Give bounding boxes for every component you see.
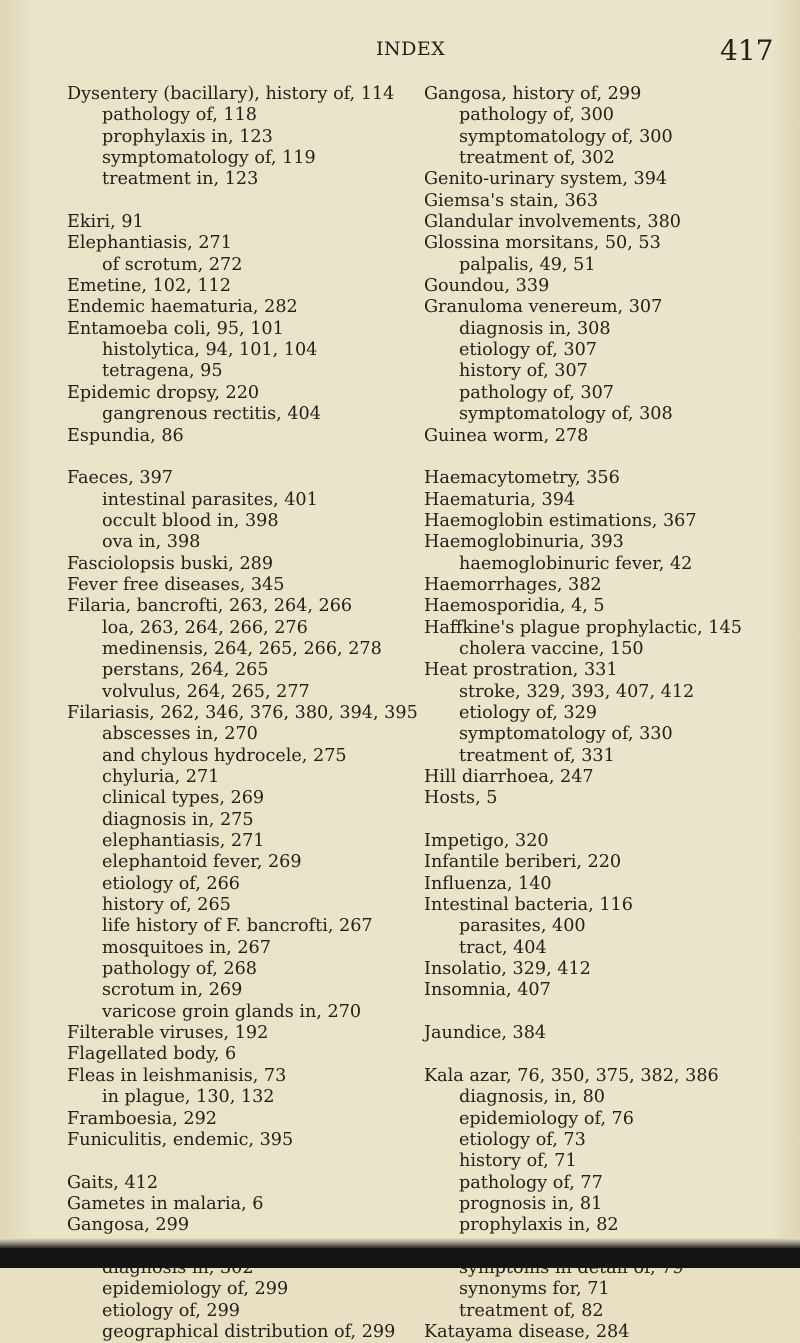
index-subentry: etiology of, 73 xyxy=(459,1129,586,1150)
entry-group-gap xyxy=(67,191,418,212)
index-entry: Insomnia, 407 xyxy=(424,980,551,1001)
index-entry: Flagellated body, 6 xyxy=(67,1044,237,1065)
index-subentry: prophylaxis in, 123 xyxy=(102,126,273,147)
index-subentry: symptomatology of, 119 xyxy=(102,148,316,169)
index-subentry: etiology of, 307 xyxy=(459,340,597,361)
index-subentry: medinensis, 264, 265, 266, 278 xyxy=(102,638,382,659)
index-entry: Hosts, 5 xyxy=(424,788,498,809)
entry-group-gap xyxy=(67,1151,418,1172)
index-entry: Espundia, 86 xyxy=(67,425,184,446)
index-subentry: abscesses in, 270 xyxy=(102,724,258,745)
index-entry: Haffkine's plague prophylactic, 145 xyxy=(424,617,742,638)
index-subentry: perstans, 264, 265 xyxy=(102,660,269,681)
index-entry: Intestinal bacteria, 116 xyxy=(424,895,633,916)
index-subentry: history of, 265 xyxy=(102,895,231,916)
running-title: INDEX xyxy=(376,38,446,60)
index-subentry: ova in, 398 xyxy=(102,532,201,553)
index-subentry: diagnosis, in, 80 xyxy=(459,1087,605,1108)
entry-group-gap xyxy=(424,1044,742,1065)
entry-group-gap xyxy=(424,447,742,468)
index-entry: Fasciolopsis buski, 289 xyxy=(67,553,274,574)
index-subentry: gangrenous rectitis, 404 xyxy=(102,404,321,425)
entry-group-gap xyxy=(424,1002,742,1023)
index-subentry: cholera vaccine, 150 xyxy=(459,638,644,659)
index-entry: Insolatio, 329, 412 xyxy=(424,959,591,980)
index-subentry: loa, 263, 264, 266, 276 xyxy=(102,617,308,638)
index-subentry: epidemiology of, 299 xyxy=(102,1279,289,1300)
index-subentry: treatment in, 123 xyxy=(102,169,259,190)
index-entry: Fleas in leishmanisis, 73 xyxy=(67,1065,287,1086)
index-subentry: diagnosis in, 308 xyxy=(459,318,611,339)
index-subentry: in plague, 130, 132 xyxy=(102,1087,275,1108)
index-entry: Glandular involvements, 380 xyxy=(424,212,681,233)
index-subentry: elephantiasis, 271 xyxy=(102,831,265,852)
index-subentry: treatment of, 82 xyxy=(459,1300,604,1321)
index-entry: Faeces, 397 xyxy=(67,468,173,489)
index-entry: Dysentery (bacillary), history of, 114 xyxy=(67,84,395,104)
index-entry: Infantile beriberi, 220 xyxy=(424,852,622,873)
index-entry: Endemic haematuria, 282 xyxy=(67,297,298,318)
index-entry: Emetine, 102, 112 xyxy=(67,276,231,297)
index-subentry: histolytica, 94, 101, 104 xyxy=(102,340,318,361)
index-entry: Kala azar, 76, 350, 375, 382, 386 xyxy=(424,1065,719,1086)
index-entry: Fever free diseases, 345 xyxy=(67,574,285,595)
index-entry: Gangosa, 299 xyxy=(67,1215,190,1236)
index-entry: Framboesia, 292 xyxy=(67,1108,217,1129)
index-entry: Gangosa, history of, 299 xyxy=(424,84,642,104)
index-entry: Funiculitis, endemic, 395 xyxy=(67,1129,294,1150)
index-entry: Filterable viruses, 192 xyxy=(67,1023,269,1044)
index-entry: Filaria, bancrofti, 263, 264, 266 xyxy=(67,596,353,617)
page-header xyxy=(0,36,800,66)
index-subentry: stroke, 329, 393, 407, 412 xyxy=(459,681,695,702)
index-entry: Elephantiasis, 271 xyxy=(67,233,232,254)
index-subentry: tract, 404 xyxy=(459,937,547,958)
index-subentry: geographical distribution of, 299 xyxy=(102,1321,396,1342)
index-entry: Haemoglobin estimations, 367 xyxy=(424,510,697,531)
index-entry: Haematuria, 394 xyxy=(424,489,576,510)
index-subentry: symptomatology of, 308 xyxy=(459,404,673,425)
index-subentry: pathology of, 307 xyxy=(459,382,615,403)
index-subentry: parasites, 400 xyxy=(459,916,586,937)
entry-group-gap xyxy=(67,447,418,468)
index-subentry: prognosis in, 81 xyxy=(459,1193,603,1214)
index-subentry: tetragena, 95 xyxy=(102,361,223,382)
index-entry: Haemosporidia, 4, 5 xyxy=(424,596,605,617)
index-subentry: haemoglobinuric fever, 42 xyxy=(459,553,693,574)
index-subentry: life history of F. bancrofti, 267 xyxy=(102,916,373,937)
index-entry: Gametes in malaria, 6 xyxy=(67,1193,264,1214)
index-entry: Haemacytometry, 356 xyxy=(424,468,620,489)
scan-bottom-border xyxy=(0,1248,800,1268)
index-subentry: occult blood in, 398 xyxy=(102,510,279,531)
index-subentry: of scrotum, 272 xyxy=(102,254,243,275)
index-subentry: elephantoid fever, 269 xyxy=(102,852,302,873)
index-subentry: etiology of, 266 xyxy=(102,873,240,894)
index-subentry: pathology of, 77 xyxy=(459,1172,603,1193)
index-subentry: symptomatology of, 330 xyxy=(459,724,673,745)
index-entry: Glossina morsitans, 50, 53 xyxy=(424,233,661,254)
index-subentry: treatment of, 331 xyxy=(459,745,615,766)
index-subentry: chyluria, 271 xyxy=(102,767,220,787)
index-column-left xyxy=(67,84,418,1343)
index-entry: Genito-urinary system, 394 xyxy=(424,169,668,190)
index-entry: Jaundice, 384 xyxy=(424,1023,547,1044)
index-subentry: varicose groin glands in, 270 xyxy=(102,1001,362,1022)
index-subentry: mosquitoes in, 267 xyxy=(102,937,271,958)
index-entry: Ekiri, 91 xyxy=(67,212,144,233)
index-subentry: pathology of, 268 xyxy=(102,959,258,980)
index-subentry: pathology of, 300 xyxy=(459,105,615,126)
index-subentry: prophylaxis in, 82 xyxy=(459,1215,619,1236)
index-subentry: pathology of, 118 xyxy=(102,105,258,126)
index-subentry: epidemiology of, 76 xyxy=(459,1108,634,1129)
index-subentry: etiology of, 299 xyxy=(102,1300,240,1321)
index-entry: Granuloma venereum, 307 xyxy=(424,297,663,318)
entry-group-gap xyxy=(424,810,742,831)
index-entry: Influenza, 140 xyxy=(424,873,552,894)
index-subentry: and chylous hydrocele, 275 xyxy=(102,745,347,766)
page-number: 417 xyxy=(720,34,774,67)
index-subentry: intestinal parasites, 401 xyxy=(102,489,318,510)
index-entry: Goundou, 339 xyxy=(424,276,550,297)
index-entry: Filariasis, 262, 346, 376, 380, 394, 395 xyxy=(67,702,418,723)
index-subentry: treatment of, 302 xyxy=(459,148,615,169)
index-subentry: synonyms for, 71 xyxy=(459,1279,610,1300)
index-entry: Entamoeba coli, 95, 101 xyxy=(67,318,284,339)
index-entry: Hill diarrhoea, 247 xyxy=(424,767,594,787)
index-subentry: diagnosis in, 275 xyxy=(102,809,254,830)
index-entry: Epidemic dropsy, 220 xyxy=(67,382,260,403)
index-entry: Guinea worm, 278 xyxy=(424,425,589,446)
index-subentry: etiology of, 329 xyxy=(459,702,597,723)
index-subentry: volvulus, 264, 265, 277 xyxy=(102,681,310,702)
index-entry: Haemoglobinuria, 393 xyxy=(424,532,624,553)
page-bottom-shadow xyxy=(0,1238,800,1248)
index-subentry: palpalis, 49, 51 xyxy=(459,254,596,275)
index-entry: Impetigo, 320 xyxy=(424,831,549,852)
index-entry: Gaits, 412 xyxy=(67,1172,159,1193)
index-subentry: history of, 71 xyxy=(459,1151,577,1172)
index-subentry: clinical types, 269 xyxy=(102,788,265,809)
index-entry: Heat prostration, 331 xyxy=(424,660,618,681)
index-entry: Katayama disease, 284 xyxy=(424,1321,630,1342)
index-entry: Giemsa's stain, 363 xyxy=(424,190,599,211)
index-subentry: scrotum in, 269 xyxy=(102,980,243,1001)
index-subentry: history of, 307 xyxy=(459,361,588,382)
index-subentry: symptomatology of, 300 xyxy=(459,126,673,147)
index-column-right xyxy=(424,84,742,1343)
index-entry: Haemorrhages, 382 xyxy=(424,574,602,595)
